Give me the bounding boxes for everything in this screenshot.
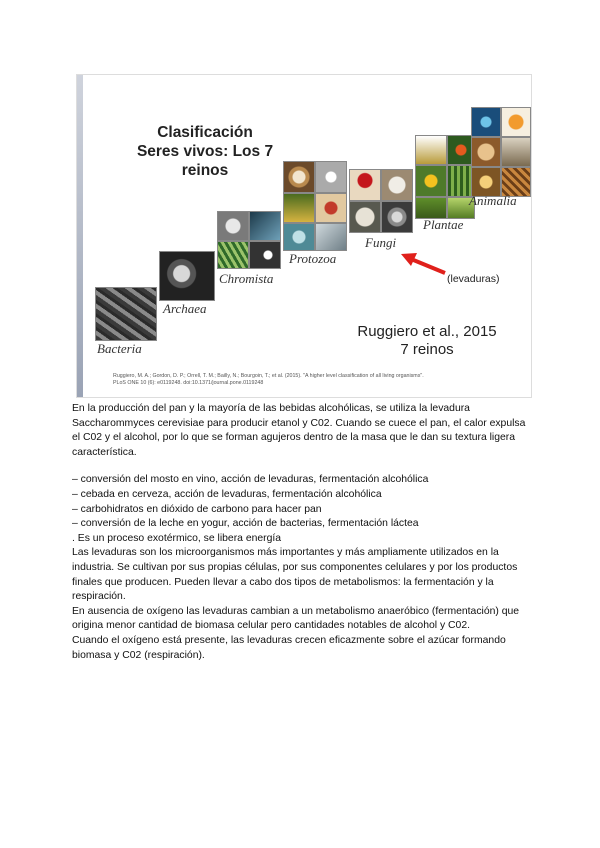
protozoa-image-6 (315, 223, 347, 251)
kingdom-label-archaea: Archaea (163, 301, 207, 316)
kingdom-label-plantae: Plantae (423, 217, 464, 232)
paragraph-respiration: Cuando el oxígeno está presente, las levaduras crecen eficazmente sobre el azúcar formando biomasa y C02 (respiración). (72, 634, 506, 661)
animalia-image-2 (501, 107, 531, 137)
yeast-callout: (levaduras) (447, 273, 500, 285)
classification-slide (76, 74, 532, 398)
kingdom-label-fungi: Fungi (365, 235, 397, 250)
plantae-image-5 (415, 197, 447, 219)
kingdom-label-chromista: Chromista (219, 271, 274, 286)
chromista-image-1 (217, 211, 249, 241)
paragraph-gap (72, 460, 532, 473)
plantae-image-3 (415, 165, 447, 197)
intro-paragraph: En la producción del pan y la mayoría de las bebidas alcohólicas, se utiliza la levadura Saccharommyces cerevisiae para producir etanol y C02. Cuando se cuece el pan, el calor expulsa el C02 y el alcohol, por lo que se forman agujeros dentro de la masa que le dan su textura ligera característica. (72, 403, 526, 458)
kingdom-label-animalia: Animalia (469, 193, 517, 208)
slide-edge-strip (77, 75, 83, 397)
citation-line-1: Ruggiero et al., 2015 (357, 323, 497, 340)
slide-title-line-3: reinos (181, 162, 229, 179)
list-item-4: – conversión de la leche en yogur, acción de bacterias, fermentación láctea (72, 518, 419, 530)
slide-title-line-2: Seres vivos: Los 7 (136, 143, 274, 160)
archaea-image (159, 251, 215, 301)
kingdom-label-bacteria: Bacteria (97, 341, 142, 356)
chromista-image-3 (217, 241, 249, 269)
paragraph-anaerobic: En ausencia de oxígeno las levaduras cambian a un metabolismo anaeróbico (fermentación) que origina menor cantidad de biomasa celular pero cantidades notables de alcohol y C02. (72, 605, 520, 632)
body-text (72, 402, 532, 663)
animalia-image-1 (471, 107, 501, 137)
animalia-image-4 (501, 137, 531, 167)
fungi-image-3 (349, 201, 381, 233)
list-item-3: – carbohidratos en dióxido de carbono para hacer pan (72, 503, 322, 515)
slide-title-line-1: Clasificación (157, 124, 253, 141)
citation (327, 323, 527, 359)
chromista-image-2 (249, 211, 281, 241)
protozoa-image-3 (283, 193, 315, 223)
protozoa-image-2 (315, 161, 347, 193)
reference-line-2: PLoS ONE 10 (6): e0119248. doi:10.1371/journal.pone.0119248 (113, 380, 264, 386)
reference-line-1: Ruggiero, M. A.; Gordon, D. P.; Orrell, T. M.; Bailly, N.; Bourgoin, T.; et al. (2015). "A higher level classification of all living organisms". (113, 373, 424, 379)
list-item-1: – conversión del mosto en vino, acción de levaduras, fermentación alcohólica (72, 474, 429, 486)
fungi-image-2 (381, 169, 413, 201)
animalia-image-3 (471, 137, 501, 167)
plantae-image-1 (415, 135, 447, 165)
paragraph-yeast-industry: Las levaduras son los microorganismos más importantes y más ampliamente utilizados en la industria. Se cultivan por sus propias células, por sus componentes celulares y por los productos finales que producen. Pueden llevar a cabo dos tipos de metabolismos: la fermentación y la respiración. (72, 547, 518, 603)
bacteria-image (95, 287, 157, 341)
reference-bar (113, 373, 493, 393)
fungi-image-1 (349, 169, 381, 201)
protozoa-image-1 (283, 161, 315, 193)
protozoa-image-5 (283, 223, 315, 251)
kingdom-label-protozoa: Protozoa (289, 251, 337, 266)
list-item-5: . Es un proceso exotérmico, se libera energía (72, 532, 282, 544)
fungi-image-4 (381, 201, 413, 233)
protozoa-image-4 (315, 193, 347, 223)
slide-title (125, 123, 285, 180)
red-arrow-icon (399, 251, 449, 277)
list-item-2: – cebada en cerveza, acción de levaduras, fermentación alcohólica (72, 488, 382, 500)
chromista-image-4 (249, 241, 281, 269)
citation-line-2: 7 reinos (400, 341, 454, 358)
